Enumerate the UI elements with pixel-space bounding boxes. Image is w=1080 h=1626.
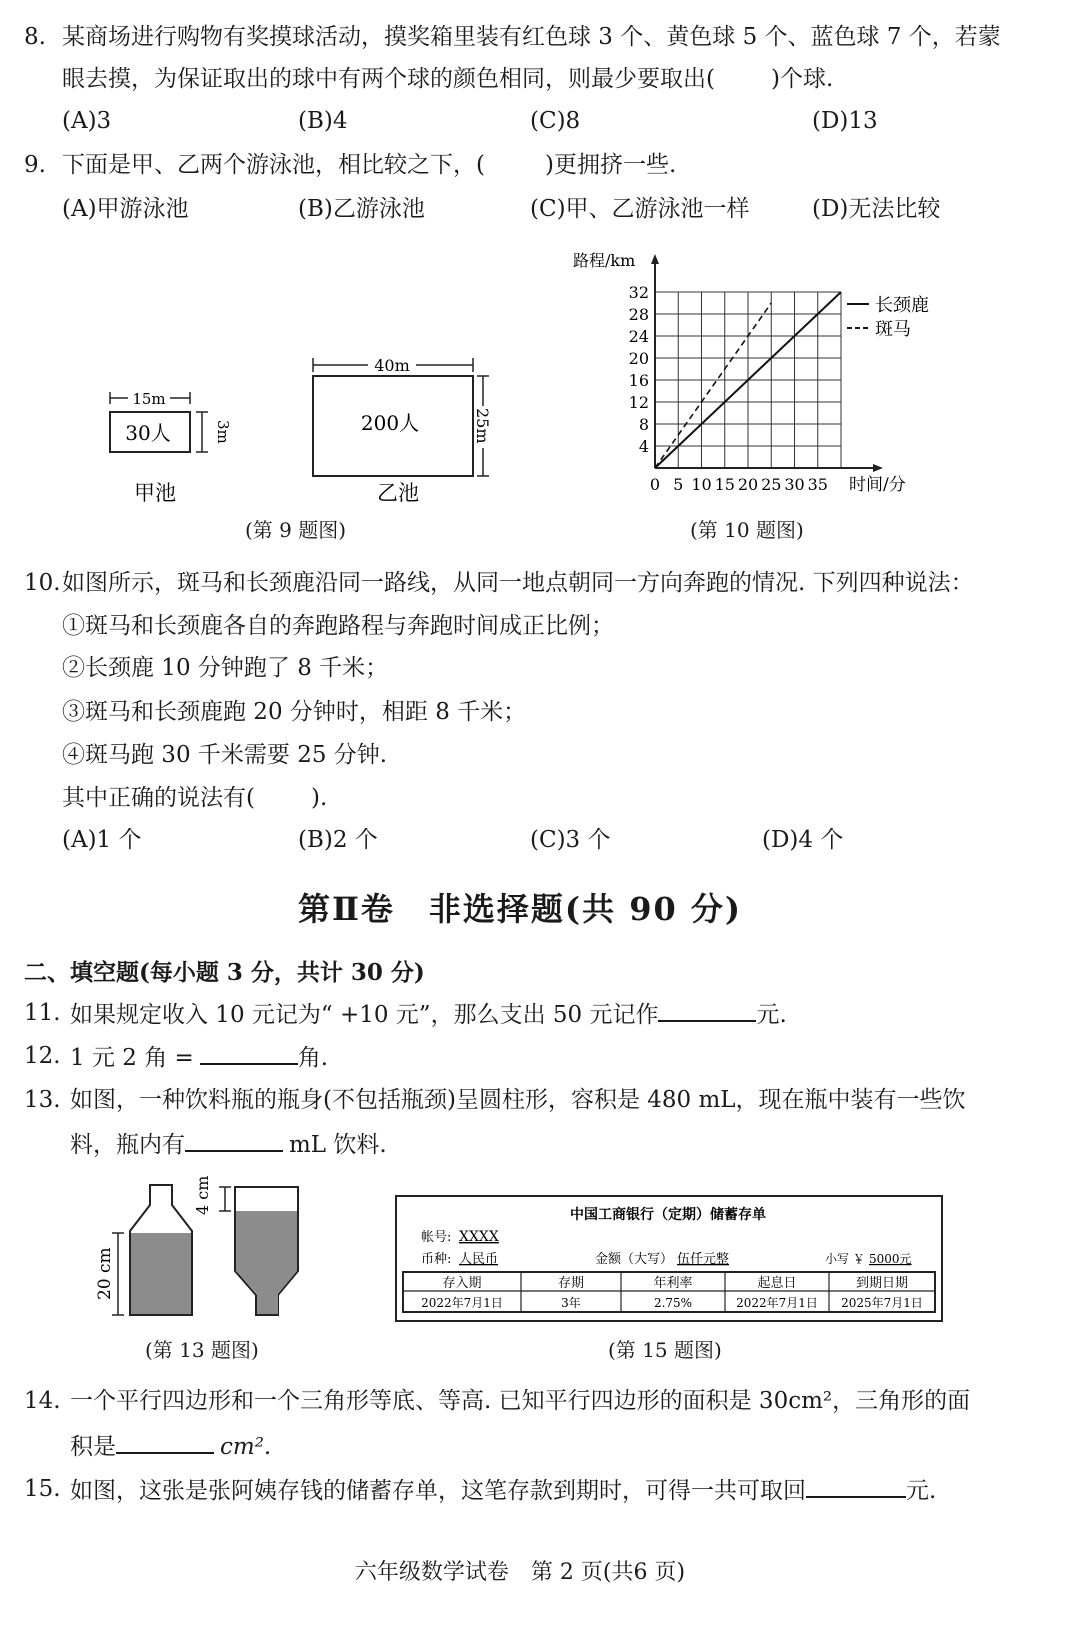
q8-line1: 某商场进行购物有奖摸球活动，摸奖箱里装有红色球 3 个、黄色球 5 个、蓝色球 7 个，若蒙: [62, 24, 1001, 50]
y-axis-label: 路程/km: [573, 251, 636, 270]
series-line-zebra: [655, 303, 771, 468]
q9-line1: [62, 150, 676, 180]
q13-number: 13.: [24, 1087, 61, 1113]
q9-line1a: 下面是甲、乙两个游泳池，相比较之下，(: [62, 152, 485, 178]
q8-option-a: (A)3: [62, 108, 112, 134]
q8-option-c: (C)8: [530, 108, 581, 134]
account-label: 帐号:: [421, 1230, 452, 1245]
q8-option-d: (D)13: [812, 108, 878, 134]
y-axis-arrow: [651, 254, 659, 264]
header-deposit-date: 存入期: [442, 1276, 482, 1291]
q12-text: [70, 1041, 328, 1073]
q11-number: 11.: [24, 1000, 61, 1026]
y-tick-label: 4: [638, 437, 649, 456]
cell-rate: 2.75%: [653, 1296, 693, 1310]
q14-line1: 一个平行四边形和一个三角形等底、等高. 已知平行四边形的面积是 30cm²，三角形的面: [70, 1388, 971, 1414]
pool-a-height: 3m: [214, 420, 232, 444]
q10-caption: (第 10 题图): [690, 518, 804, 542]
q10-ask-a: 其中正确的说法有(: [62, 785, 255, 811]
x-tick-label: 0: [649, 475, 661, 494]
pool-b: [313, 355, 492, 505]
deposit-slip: [395, 1195, 945, 1325]
header-interest-start: 起息日: [757, 1276, 797, 1291]
q13-answer-blank[interactable]: [185, 1128, 283, 1152]
x-tick-label: 30: [784, 475, 805, 494]
cell-maturity: 2025年7月1日: [841, 1296, 923, 1310]
x-tick-label: 10: [691, 475, 712, 494]
q15-text-b: 元.: [906, 1478, 937, 1504]
q13-line2a: 料，瓶内有: [70, 1132, 185, 1158]
q15-text-a: 如图，这张是张阿姨存钱的储蓄存单，这笔存款到期时，可得一共可取回: [70, 1478, 806, 1504]
q12-text-a: 1 元 2 角 =: [70, 1045, 194, 1071]
q9-option-b: (B)乙游泳池: [298, 196, 425, 222]
bottle-upright: [95, 1185, 192, 1315]
q10-ask: [62, 783, 327, 813]
amount-value: 伍仟元整: [677, 1252, 730, 1267]
x-axis-label: 时间/分: [849, 475, 906, 495]
q10-option-b: (B)2 个: [298, 827, 378, 853]
chart-labels: [573, 251, 929, 495]
pool-a-name: 甲池: [134, 481, 176, 505]
q10-line1: 如图所示，斑马和长颈鹿沿同一路线，从同一地点朝同一方向奔跑的情况. 下列四种说法：: [62, 570, 974, 596]
q10-chart: [560, 240, 960, 510]
fill-in-subtitle: 二、填空题(每小题 3 分，共计 30 分): [24, 959, 425, 986]
q9-pools-figure: [100, 350, 520, 520]
page-footer: 六年级数学试卷 第 2 页(共6 页): [354, 1560, 686, 1585]
q11-text-b: 元.: [756, 1002, 787, 1028]
x-tick-label: 35: [807, 475, 828, 494]
q14-line2a: 积是: [70, 1434, 116, 1460]
small-label: 小写 ￥: [825, 1252, 865, 1266]
q9-line1b: )更拥挤一些.: [544, 152, 677, 178]
pool-a-people: 30人: [125, 421, 171, 445]
q11-text: [70, 998, 787, 1030]
q14-answer-blank[interactable]: [116, 1430, 214, 1454]
pool-b-name: 乙池: [377, 481, 419, 505]
bottle-height-label: 20 cm: [95, 1247, 115, 1300]
bottle-gap-label: 4 cm: [193, 1175, 212, 1215]
q12-text-b: 角.: [297, 1045, 329, 1071]
pool-b-height: 25m: [473, 408, 492, 444]
q9-option-a: (A)甲游泳池: [62, 196, 189, 222]
q13-line2b: mL 饮料.: [289, 1132, 387, 1158]
small-value: 5000元: [869, 1252, 912, 1266]
q9-number: 9.: [24, 152, 46, 178]
pool-b-people: 200人: [360, 411, 420, 435]
q10-number: 10.: [24, 570, 61, 596]
y-tick-label: 20: [628, 349, 649, 368]
x-tick-label: 20: [737, 475, 759, 494]
header-rate: 年利率: [653, 1276, 693, 1291]
x-tick-label: 15: [714, 475, 735, 494]
x-tick-label: 5: [673, 475, 684, 494]
q10-option-d: (D)4 个: [762, 827, 844, 853]
q14-line2: [70, 1430, 271, 1462]
cell-deposit-date: 2022年7月1日: [421, 1296, 503, 1310]
q8-line2b: )个球.: [770, 66, 834, 92]
x-axis-arrow: [873, 464, 883, 472]
q11-text-a: 如果规定收入 10 元记为“ +10 元”，那么支出 50 元记作: [70, 1002, 659, 1028]
cell-term: 3年: [561, 1296, 581, 1310]
cell-interest-start: 2022年7月1日: [736, 1296, 818, 1310]
q15-answer-blank[interactable]: [806, 1474, 906, 1498]
header-term: 存期: [557, 1276, 585, 1291]
y-tick-label: 16: [628, 371, 649, 390]
q10-statement-4: ④斑马跑 30 千米需要 25 分钟.: [62, 742, 388, 768]
q8-option-b: (B)4: [298, 108, 348, 134]
currency-label: 币种:: [421, 1252, 452, 1267]
pool-a-width: 15m: [132, 390, 166, 408]
q13-bottle-figure: [90, 1175, 320, 1325]
q15-number: 15.: [24, 1476, 61, 1502]
bottle-inverted: [193, 1176, 298, 1315]
amount-label: 金额（大写）: [595, 1252, 674, 1267]
q11-answer-blank[interactable]: [658, 998, 756, 1022]
q13-caption: (第 13 题图): [145, 1338, 259, 1362]
account-value: XXXX: [459, 1229, 499, 1245]
q10-option-c: (C)3 个: [530, 827, 611, 853]
section-title: 第Ⅱ卷 非选择题(共 90 分): [297, 890, 743, 928]
deposit-title: 中国工商银行（定期）储蓄存单: [570, 1207, 766, 1223]
q10-statement-3: ③斑马和长颈鹿跑 20 分钟时，相距 8 千米；: [62, 699, 527, 725]
q10-option-a: (A)1 个: [62, 827, 142, 853]
y-tick-label: 28: [628, 305, 649, 324]
q13-line2: [70, 1128, 387, 1160]
x-tick-label: 25: [761, 475, 782, 494]
q9-option-c: (C)甲、乙游泳池一样: [530, 196, 750, 222]
q8-line2a: 眼去摸，为保证取出的球中有两个球的颜色相同，则最少要取出(: [62, 66, 715, 92]
q14-line2b: cm².: [220, 1434, 272, 1460]
q12-number: 12.: [24, 1043, 61, 1069]
legend-label-zebra: 斑马: [875, 319, 911, 340]
pool-a: [110, 389, 232, 505]
q12-answer-blank[interactable]: [200, 1041, 298, 1065]
q9-option-d: (D)无法比较: [812, 196, 941, 222]
y-tick-label: 12: [628, 393, 649, 412]
q9-caption: (第 9 题图): [245, 518, 347, 542]
q10-statement-2: ②长颈鹿 10 分钟跑了 8 千米；: [62, 655, 389, 681]
y-tick-label: 32: [628, 283, 649, 302]
currency-value: 人民币: [459, 1252, 499, 1267]
q15-caption: (第 15 题图): [608, 1338, 722, 1362]
q15-text: [70, 1474, 936, 1506]
q8-line2: [62, 64, 833, 94]
q13-line1: 如图，一种饮料瓶的瓶身(不包括瓶颈)呈圆柱形，容积是 480 mL，现在瓶中装有一些饮: [70, 1087, 966, 1113]
legend-label-giraffe: 长颈鹿: [875, 295, 929, 316]
q14-number: 14.: [24, 1388, 61, 1414]
q8-number: 8.: [24, 24, 46, 50]
q10-statement-1: ①斑马和长颈鹿各自的奔跑路程与奔跑时间成正比例；: [62, 613, 614, 639]
pool-b-width: 40m: [374, 356, 410, 375]
q10-ask-b: ).: [310, 785, 328, 811]
header-maturity: 到期日期: [855, 1276, 909, 1291]
y-tick-label: 8: [638, 415, 649, 434]
y-tick-label: 24: [628, 327, 649, 346]
